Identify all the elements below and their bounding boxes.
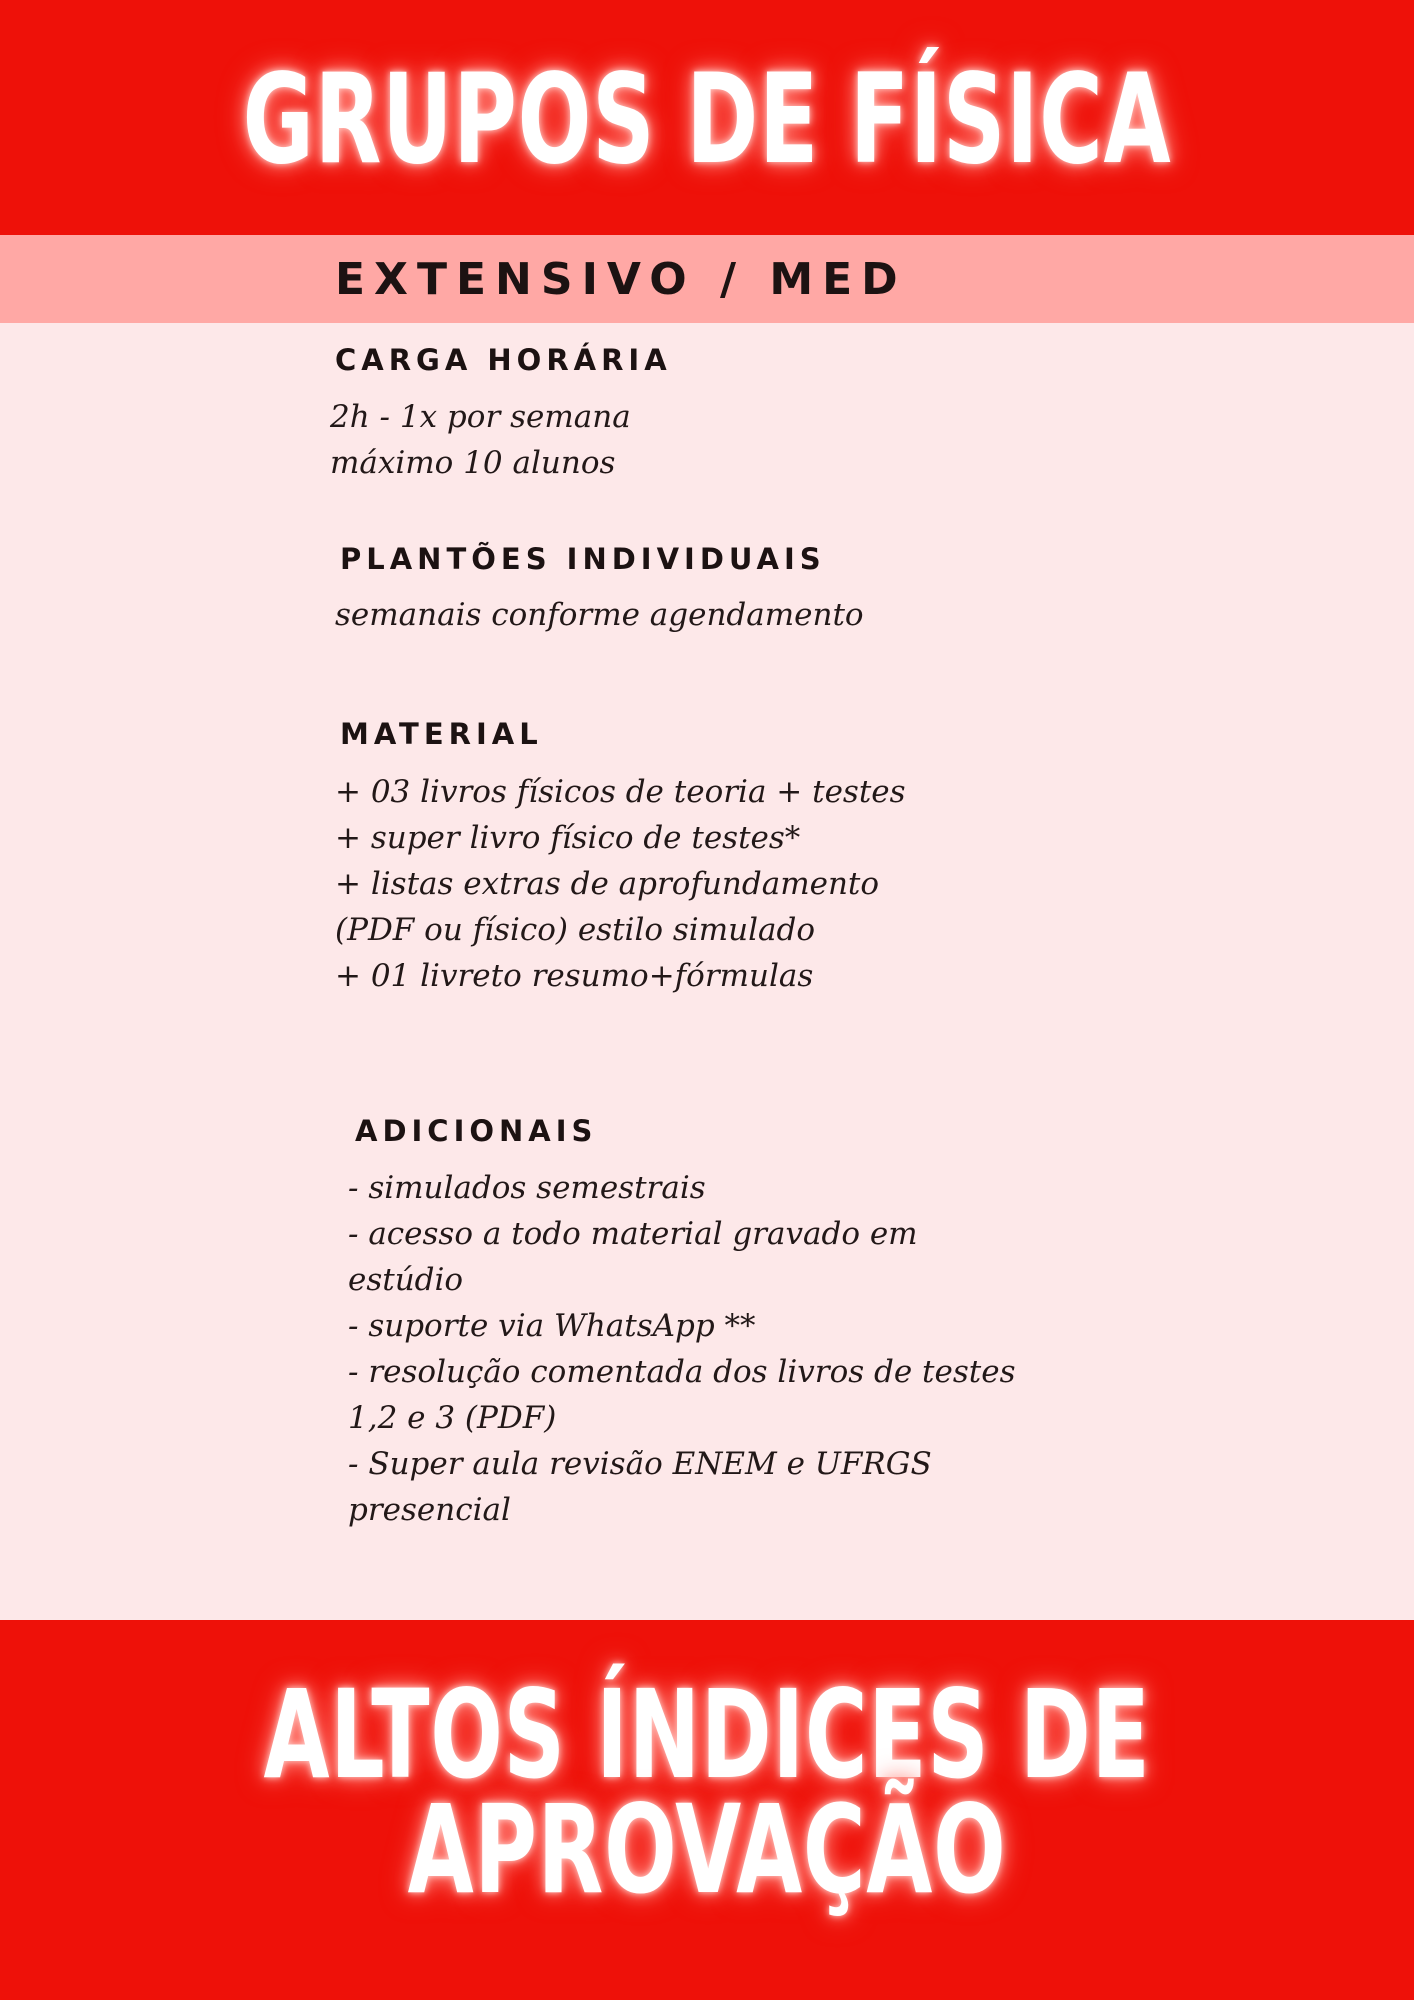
material-line: + listas extras de aprofundamento	[335, 866, 880, 902]
footer-title-line2: APROVAÇÃO	[407, 1779, 1007, 1921]
material-line: + 01 livreto resumo+fórmulas	[335, 958, 814, 994]
adicionais-line: - simulados semestrais	[348, 1170, 706, 1206]
adicionais-line: estúdio	[348, 1262, 464, 1298]
section-body-plantoes	[335, 592, 864, 638]
section-heading-plantoes: PLANTÕES INDIVIDUAIS	[340, 542, 826, 576]
carga-line: máximo 10 alunos	[330, 445, 616, 481]
page-subtitle: EXTENSIVO / MED	[335, 254, 907, 305]
adicionais-line: presencial	[348, 1492, 511, 1528]
adicionais-line: - acesso a todo material gravado em	[348, 1216, 918, 1252]
footer-title-line1: ALTOS ÍNDICES DE	[263, 1664, 1151, 1806]
section-body-carga	[330, 394, 631, 486]
material-line: (PDF ou físico) estilo simulado	[335, 912, 815, 948]
adicionais-line: 1,2 e 3 (PDF)	[348, 1400, 557, 1436]
section-heading-adicionais: ADICIONAIS	[355, 1114, 598, 1148]
section-heading-material: MATERIAL	[340, 717, 543, 751]
section-body-adicionais	[348, 1165, 1015, 1533]
adicionais-line: - resolução comentada dos livros de testes	[348, 1354, 1016, 1390]
page-title: GRUPOS DE FÍSICA	[242, 48, 1172, 192]
carga-line: 2h - 1x por semana	[330, 399, 631, 435]
adicionais-line: - Super aula revisão ENEM e UFRGS	[348, 1446, 932, 1482]
plantoes-line: semanais conforme agendamento	[335, 597, 864, 633]
adicionais-line: - suporte via WhatsApp **	[348, 1308, 756, 1344]
section-heading-carga: CARGA HORÁRIA	[335, 343, 672, 377]
section-body-material	[335, 769, 906, 999]
material-line: + super livro físico de testes*	[335, 820, 801, 856]
material-line: + 03 livros físicos de teoria + testes	[335, 774, 906, 810]
